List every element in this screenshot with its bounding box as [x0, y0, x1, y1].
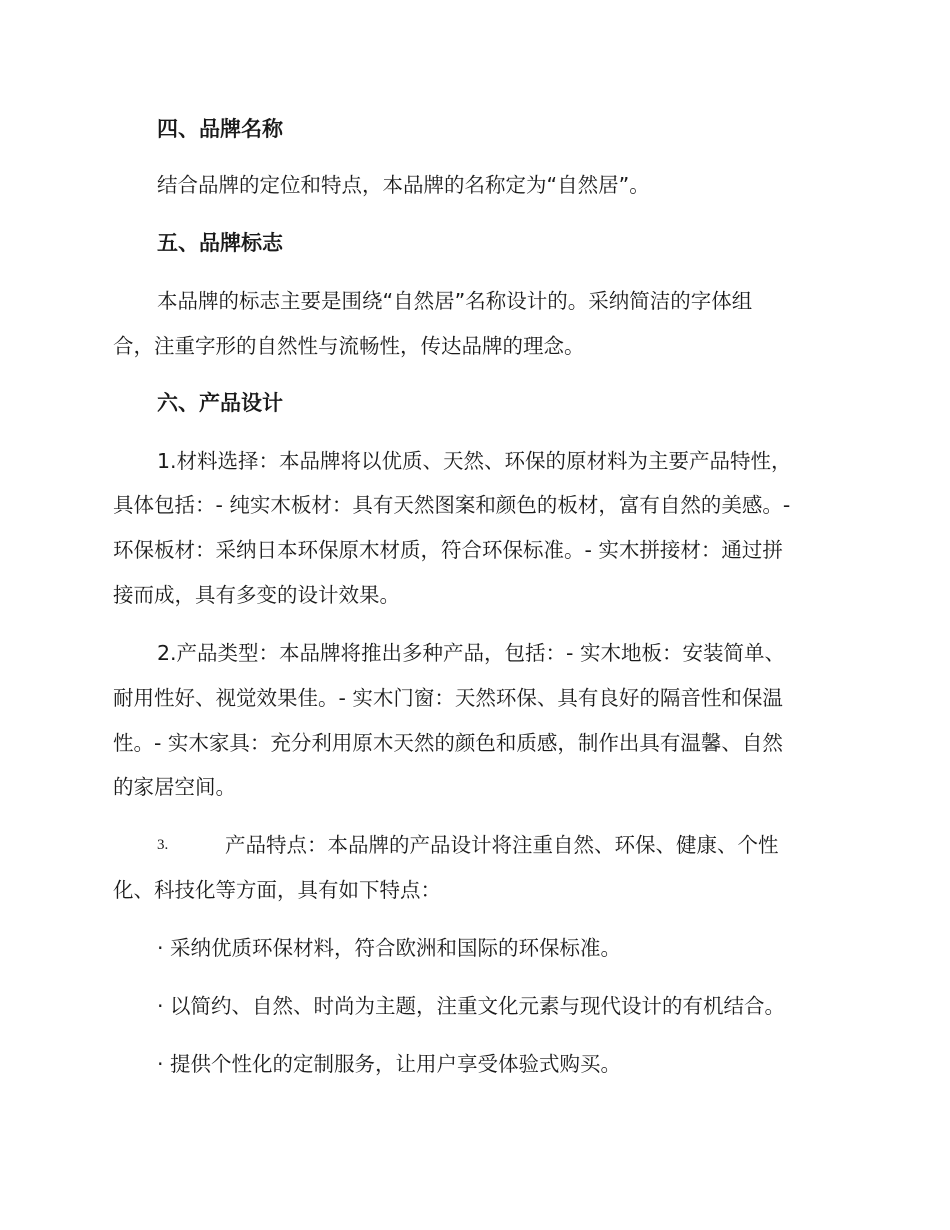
item3-number: 3.: [157, 837, 169, 853]
heading-product-design: 六、产品设计: [157, 391, 283, 415]
paragraph-brand-logo-line-2: 合，注重字形的自然性与流畅性，传达品牌的理念。: [113, 334, 585, 358]
bullet-item: · 采纳优质环保材料，符合欧洲和国际的环保标准。: [157, 936, 622, 960]
paragraph-brand-logo-line-1: 本品牌的标志主要是围绕“自然居”名称设计的。采纳简洁的字体组: [157, 289, 753, 313]
item2-line-2: 耐用性好、视觉效果佳。- 实木门窗：天然环保、具有良好的隔音性和保温: [113, 686, 783, 710]
item1-line-2: 具体包括：- 纯实木板材：具有天然图案和颜色的板材，富有自然的美感。-: [113, 493, 791, 517]
paragraph-brand-name: 结合品牌的定位和特点，本品牌的名称定为“自然居”。: [157, 173, 650, 197]
heading-brand-logo: 五、品牌标志: [157, 231, 283, 255]
item2-line-3: 性。- 实木家具：充分利用原木天然的颜色和质感，制作出具有温馨、自然: [113, 731, 783, 755]
bullet-item: · 提供个性化的定制服务，让用户享受体验式购买。: [157, 1052, 622, 1076]
item1-line-3: 环保板材：采纳日本环保原木材质，符合环保标准。- 实木拼接材：通过拼: [113, 538, 783, 562]
bullet-item: · 以简约、自然、时尚为主题，注重文化元素与现代设计的有机结合。: [157, 994, 786, 1018]
item1-line-4: 接而成，具有多变的设计效果。: [113, 583, 400, 607]
heading-brand-name: 四、品牌名称: [157, 117, 283, 141]
item3-line-2: 化、科技化等方面，具有如下特点：: [113, 878, 441, 902]
item2-line-1: 2.产品类型：本品牌将推出多种产品，包括：- 实木地板：安装简单、: [157, 641, 785, 665]
item3-line-1: 产品特点：本品牌的产品设计将注重自然、环保、健康、个性: [225, 833, 779, 857]
item1-line-1: 1.材料选择：本品牌将以优质、天然、环保的原材料为主要产品特性，: [157, 449, 792, 473]
item2-line-4: 的家居空间。: [113, 775, 236, 799]
